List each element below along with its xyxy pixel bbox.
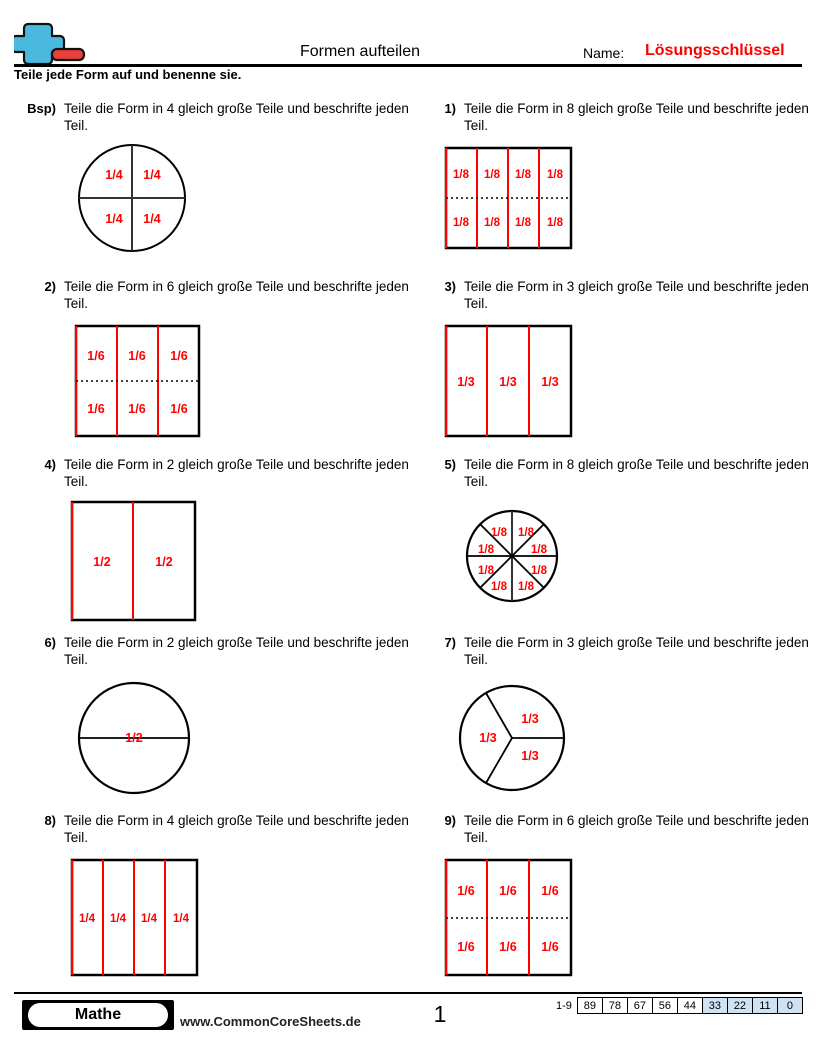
problem-number: 2) — [44, 279, 56, 294]
problem-number: Bsp) — [27, 101, 56, 116]
worksheet-instructions: Teile jede Form auf und benenne sie. — [14, 67, 242, 82]
problem-8 — [14, 810, 414, 988]
problem-number: 5) — [444, 457, 456, 472]
fraction-label: 1/6 — [499, 884, 517, 898]
fraction-label: 1/4 — [143, 168, 161, 182]
fraction-label: 1/8 — [531, 544, 547, 556]
site-url: www.CommonCoreSheets.de — [180, 1014, 361, 1029]
problem-prompt: Teile die Form in 4 gleich große Teile und beschrifte jeden Teil. — [64, 813, 409, 845]
fraction-label: 1/8 — [453, 217, 469, 229]
fraction-figure-circle-2[interactable] — [14, 672, 414, 807]
fraction-label: 1/8 — [518, 527, 534, 539]
score-cell[interactable]: 33 — [702, 997, 728, 1014]
fraction-figure-rectangle-8[interactable] — [414, 138, 814, 273]
score-cell[interactable]: 78 — [602, 997, 628, 1014]
fraction-label: 1/6 — [87, 402, 105, 416]
answer-key-label: Lösungsschlüssel — [645, 42, 785, 59]
fraction-figure-rectangle-3[interactable] — [414, 316, 814, 451]
fraction-figure-rectangle-6b[interactable] — [414, 850, 814, 985]
fraction-figure-rectangle-2[interactable] — [14, 494, 414, 629]
fraction-label: 1/3 — [499, 375, 517, 389]
fraction-label: 1/3 — [541, 375, 559, 389]
fraction-label: 1/4 — [105, 168, 123, 182]
problem-number: 9) — [444, 813, 456, 828]
problem-7 — [414, 632, 814, 810]
problem-prompt: Teile die Form in 4 gleich große Teile und beschrifte jeden Teil. — [64, 101, 409, 133]
problem-prompt: Teile die Form in 8 gleich große Teile und beschrifte jeden Teil. — [464, 457, 809, 489]
page-number: 1 — [433, 1001, 447, 1027]
problem-1 — [414, 98, 814, 276]
problem-5 — [414, 454, 814, 632]
problem-3 — [414, 276, 814, 454]
score-cell[interactable]: 11 — [752, 997, 778, 1014]
fraction-label: 1/8 — [515, 217, 531, 229]
problem-4 — [14, 454, 414, 632]
fraction-label: 1/8 — [478, 544, 494, 556]
problem-prompt: Teile die Form in 6 gleich große Teile und beschrifte jeden Teil. — [464, 813, 809, 845]
problem-prompt: Teile die Form in 8 gleich große Teile und beschrifte jeden Teil. — [464, 101, 809, 133]
fraction-label: 1/4 — [79, 913, 95, 925]
footer-divider — [14, 992, 802, 994]
fraction-label: 1/8 — [484, 217, 500, 229]
fraction-figure-rectangle-6[interactable] — [14, 316, 414, 451]
score-table — [556, 997, 803, 1016]
fraction-label: 1/4 — [110, 913, 126, 925]
fraction-label: 1/8 — [515, 169, 531, 181]
fraction-label: 1/2 — [155, 555, 173, 569]
fraction-label: 1/6 — [457, 940, 475, 954]
score-cell[interactable]: 56 — [652, 997, 678, 1014]
score-cell[interactable]: 67 — [627, 997, 653, 1014]
problem-number: 7) — [444, 635, 456, 650]
fraction-label: 1/8 — [547, 169, 563, 181]
problem-prompt: Teile die Form in 2 gleich große Teile und beschrifte jeden Teil. — [64, 457, 409, 489]
score-cell[interactable]: 22 — [727, 997, 753, 1014]
fraction-label: 1/4 — [105, 212, 123, 226]
score-range-label: 1-9 — [556, 1000, 572, 1012]
fraction-figure-circle-4[interactable] — [14, 138, 414, 273]
fraction-label: 1/8 — [531, 565, 547, 577]
fraction-label: 1/6 — [170, 402, 188, 416]
fraction-figure-circle-3[interactable] — [414, 672, 814, 807]
fraction-label: 1/3 — [457, 375, 475, 389]
fraction-label: 1/3 — [521, 712, 539, 726]
fraction-label: 1/8 — [484, 169, 500, 181]
problem-number: 1) — [444, 101, 456, 116]
fraction-label: 1/4 — [143, 212, 161, 226]
problem-number: 8) — [44, 813, 56, 828]
fraction-label: 1/8 — [491, 527, 507, 539]
problem-number: 3) — [444, 279, 456, 294]
problem-prompt: Teile die Form in 3 gleich große Teile und beschrifte jeden Teil. — [464, 279, 809, 311]
plus-minus-logo-icon — [14, 18, 90, 64]
fraction-label: 1/8 — [491, 581, 507, 593]
score-cell[interactable]: 0 — [777, 997, 803, 1014]
fraction-label: 1/6 — [170, 349, 188, 363]
page-title: Formen aufteilen — [299, 43, 421, 60]
problem-prompt: Teile die Form in 6 gleich große Teile und beschrifte jeden Teil. — [64, 279, 409, 311]
problem-number: 4) — [44, 457, 56, 472]
fraction-figure-circle-8[interactable] — [414, 494, 814, 629]
problem-prompt: Teile die Form in 2 gleich große Teile und beschrifte jeden Teil. — [64, 635, 409, 667]
problem-9 — [414, 810, 814, 988]
fraction-label: 1/8 — [478, 565, 494, 577]
fraction-label: 1/3 — [479, 731, 497, 745]
score-cell[interactable]: 44 — [677, 997, 703, 1014]
score-cell[interactable]: 89 — [577, 997, 603, 1014]
fraction-figure-rectangle-4[interactable] — [14, 850, 414, 985]
fraction-label: 1/6 — [541, 884, 559, 898]
fraction-label: 1/6 — [128, 402, 146, 416]
problem-prompt: Teile die Form in 3 gleich große Teile und beschrifte jeden Teil. — [464, 635, 809, 667]
fraction-label: 1/6 — [87, 349, 105, 363]
fraction-label: 1/6 — [457, 884, 475, 898]
fraction-label: 1/4 — [173, 913, 189, 925]
problem-bsp — [14, 98, 414, 276]
fraction-label: 1/6 — [128, 349, 146, 363]
problem-number: 6) — [44, 635, 56, 650]
brand-badge — [22, 1000, 174, 1030]
fraction-label: 1/6 — [499, 940, 517, 954]
fraction-label: 1/2 — [125, 731, 143, 745]
page-header — [0, 0, 816, 82]
problem-6 — [14, 632, 414, 810]
brand-label: Mathe — [28, 1003, 168, 1027]
fraction-label: 1/6 — [541, 940, 559, 954]
fraction-label: 1/8 — [547, 217, 563, 229]
name-label: Name: — [583, 45, 625, 61]
fraction-label: 1/4 — [141, 913, 157, 925]
fraction-label: 1/3 — [521, 749, 539, 763]
fraction-label: 1/8 — [453, 169, 469, 181]
fraction-label: 1/8 — [518, 581, 534, 593]
fraction-label: 1/2 — [93, 555, 111, 569]
problem-2 — [14, 276, 414, 454]
